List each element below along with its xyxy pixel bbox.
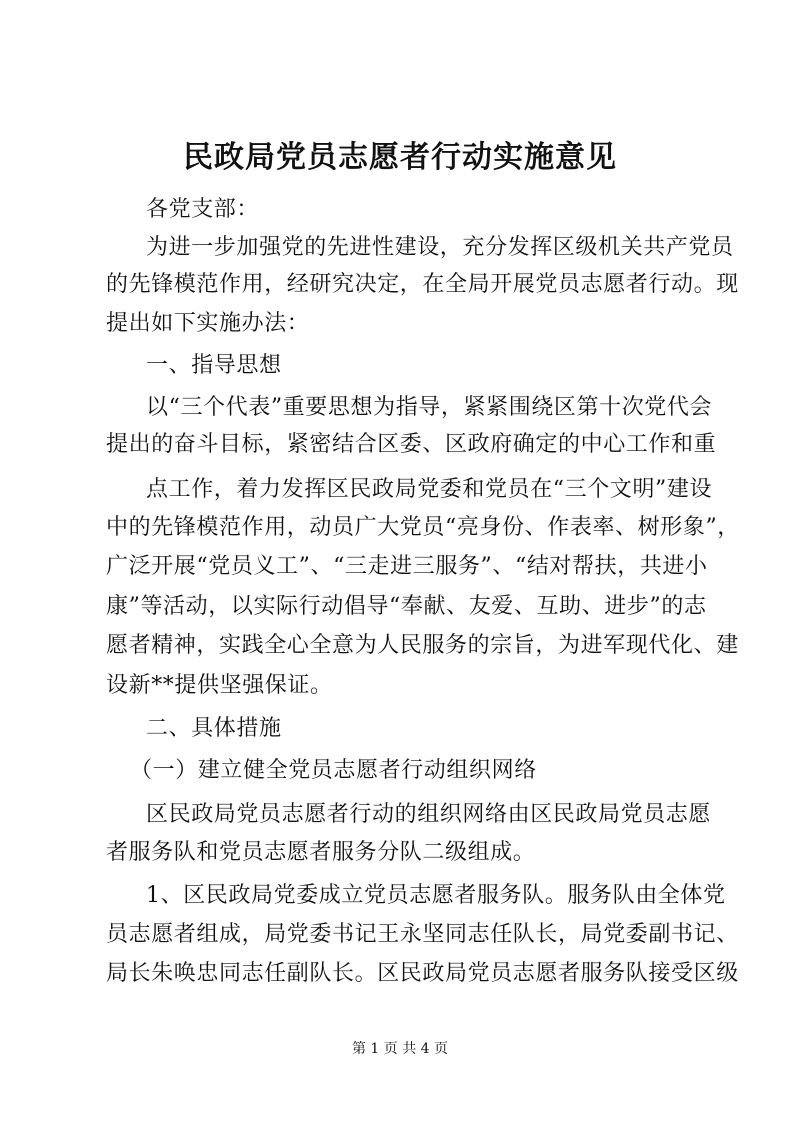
section-heading: 二、具体措施	[146, 716, 282, 741]
subsection-heading: （一）建立健全党员志愿者行动组织网络	[130, 758, 537, 783]
document-title: 民政局党员志愿者行动实施意见	[183, 140, 617, 175]
body-line: 的先锋模范作用，经研究决定，在全局开展党员志愿者行动。现	[106, 272, 739, 297]
body-line: 提出如下实施办法：	[106, 311, 310, 336]
body-line: 为进一步加强党的先进性建设，充分发挥区级机关共产党员	[146, 235, 734, 260]
section-heading: 一、指导思想	[146, 353, 282, 378]
body-line: 提出的奋斗目标，紧密结合区委、区政府确定的中心工作和重	[106, 432, 717, 457]
body-line: 康”等活动，以实际行动倡导“奉献、友爱、互助、进步”的志	[106, 594, 707, 619]
body-line: 中的先锋模范作用，动员广大党员“亮身份、作表率、树形象”，	[106, 515, 740, 540]
body-line: 广泛开展“党员义工”、“三走进三服务”、“结对帮扶，共进小	[106, 554, 708, 579]
body-line: 设新**提供坚强保证。	[106, 673, 333, 698]
body-line: 区民政局党员志愿者行动的组织网络由区民政局党员志愿	[146, 802, 712, 827]
salutation: 各党支部：	[146, 197, 260, 222]
body-line: 局长朱唤忠同志任副队长。区民政局党员志愿者服务队接受区级	[106, 961, 739, 986]
body-line: 员志愿者组成，局党委书记王永坚同志任队长，局党委副书记、	[106, 922, 739, 947]
body-line: 愿者精神，实践全心全意为人民服务的宗旨，为进军现代化、建	[106, 633, 739, 658]
body-line: 点工作，着力发挥区民政局党委和党员在“三个文明”建设	[146, 477, 713, 502]
body-line: 者服务队和党员志愿者服务分队二级组成。	[106, 840, 536, 865]
body-line: 以“三个代表”重要思想为指导，紧紧围绕区第十次党代会	[146, 395, 713, 420]
page-number: 第 1 页 共 4 页	[351, 1041, 449, 1057]
body-line: 1、区民政局党委成立党员志愿者服务队。服务队由全体党	[146, 883, 726, 908]
